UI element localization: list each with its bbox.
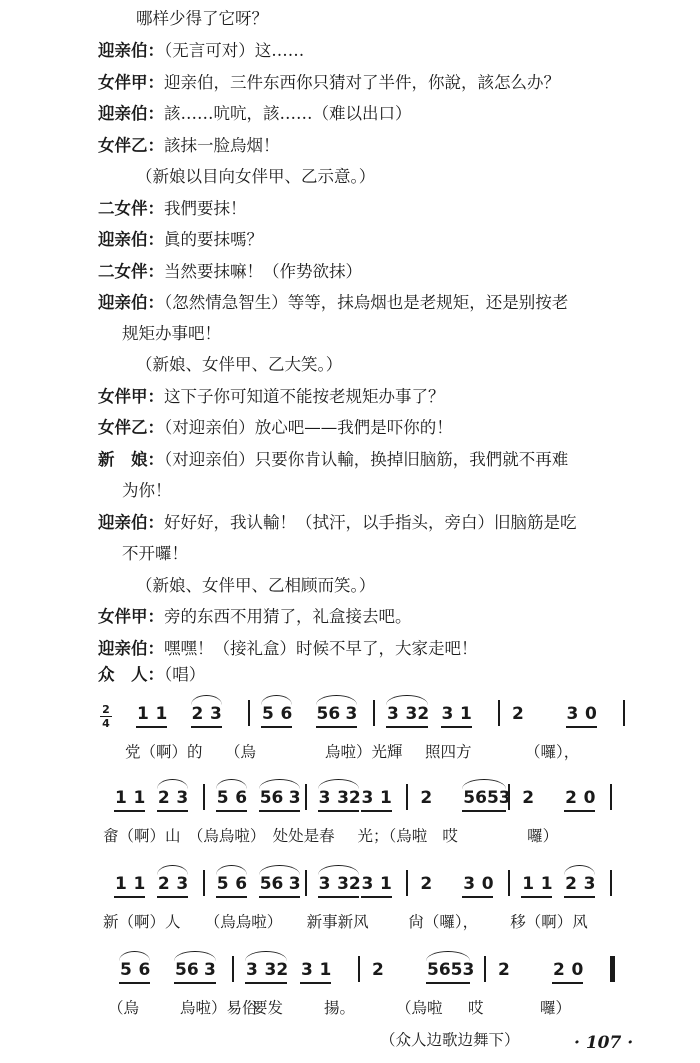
speaker-name: 迎亲伯： (98, 639, 164, 658)
note: 3 (288, 874, 301, 894)
time-signature-top: 2 (102, 703, 110, 716)
barline (305, 870, 307, 896)
lyric-segment: 囉） (540, 999, 572, 1017)
dialogue-line (98, 229, 263, 251)
barline (406, 870, 408, 896)
lyric-segment: 新事新风 (306, 913, 369, 931)
note: 3 (288, 788, 301, 808)
slur-arc (157, 865, 188, 875)
lyric-segment: 尙（囉）， (408, 913, 479, 931)
note: 2 (191, 704, 204, 724)
beam-underline (426, 982, 470, 984)
note: 1 (155, 704, 168, 724)
dialogue-line (98, 40, 304, 62)
note: 0 (571, 960, 584, 980)
slur-arc (462, 779, 506, 789)
note: 3 (176, 788, 189, 808)
dialogue-text: 該抹一脸烏烟！ (164, 136, 280, 155)
note: 32 (405, 704, 430, 724)
beam-underline (114, 896, 145, 898)
lyric-segment: （烏 (108, 999, 140, 1017)
beam-underline (157, 810, 188, 812)
lyric-segment: 哎 (442, 827, 458, 845)
lyric-segment: 畲（啊）山 (103, 827, 181, 845)
barline (508, 784, 510, 810)
note: 3 (318, 788, 331, 808)
dialogue-text: （新娘以目向女伴甲、乙示意。） (136, 167, 376, 186)
dialogue-text: 我們要抹！ (164, 199, 247, 218)
dialogue-line (136, 575, 375, 597)
slur-arc (119, 951, 150, 961)
slur-arc (216, 865, 247, 875)
lyric-segment: （烏烏啦） (187, 827, 266, 845)
speaker-name: 女伴甲： (98, 607, 164, 626)
beam-underline (216, 896, 247, 898)
lyric-segment: 照四方 (425, 743, 472, 761)
dialogue-text: 好好好，我认輸！（拭汗，以手指头，旁白）旧脑筋是吃 (164, 513, 577, 532)
note: 32 (337, 788, 361, 808)
slur-arc (191, 695, 222, 705)
barline (484, 956, 486, 982)
dialogue-text: （新娘、女伴甲、乙相顾而笑。） (136, 576, 376, 595)
dialogue-line (98, 512, 577, 534)
dialogue-line (98, 606, 412, 628)
dialogue-text: 当然要抹嘛！（作势欲抹） (164, 262, 362, 281)
note: 6 (235, 788, 248, 808)
lyric-segment: 要发 (252, 999, 284, 1017)
note: 2 (420, 788, 433, 808)
beam-underline (174, 982, 216, 984)
dialogue-line (98, 198, 247, 220)
note: 1 (133, 788, 146, 808)
dialogue-line (122, 543, 188, 565)
dialogue-text: （无言可对）这…… (164, 41, 305, 60)
barline (232, 956, 234, 982)
closing-direction: （众人边歌边舞下） (380, 1031, 520, 1049)
barline (508, 870, 510, 896)
barline (373, 700, 375, 726)
dialogue-line (122, 323, 221, 345)
note: 3 (345, 704, 358, 724)
dialogue-text: （忽然情急智生）等等，抹烏烟也是老规矩，还是别按老 (164, 293, 569, 312)
beam-underline (245, 982, 287, 984)
beam-underline (564, 810, 595, 812)
note: 1 (522, 874, 535, 894)
slur-arc (426, 951, 470, 961)
slur-arc (216, 779, 247, 789)
lyric-segment: （烏烏啦） (204, 913, 283, 931)
note: 3 (210, 704, 222, 724)
note: 0 (583, 788, 596, 808)
dialogue-line (136, 354, 342, 376)
time-signature-bottom: 4 (102, 717, 110, 730)
beam-underline (119, 982, 150, 984)
speaker-name: 迎亲伯： (98, 293, 164, 312)
note: 1 (380, 788, 392, 808)
barline (610, 784, 612, 810)
dialogue-text: 嘿嘿！（接礼盒）时候不早了，大家走吧！ (164, 639, 478, 658)
beam-underline (361, 896, 392, 898)
note: 2 (420, 874, 433, 894)
note: 3 (246, 960, 258, 980)
beam-underline (259, 896, 301, 898)
beam-underline (318, 896, 360, 898)
beam-underline (216, 810, 247, 812)
note: 2 (157, 788, 170, 808)
beam-underline (316, 726, 358, 728)
note: 3 (566, 704, 579, 724)
slur-arc (386, 695, 428, 705)
note: 6 (280, 704, 293, 724)
lyric-segment: 烏啦）易俗 (180, 999, 258, 1017)
song-heading-speaker: 众 人： (98, 665, 164, 684)
dialogue-text: 哪样少得了它呀？ (136, 9, 268, 28)
beam-underline (157, 896, 188, 898)
barline (610, 870, 612, 896)
note: 1 (115, 788, 127, 808)
dialogue-text: 該……吭吭，該……（难以出口） (164, 104, 412, 123)
note: 3 (441, 704, 454, 724)
lyric-segment: 烏啦）光輝 (325, 743, 403, 761)
speaker-name: 迎亲伯： (98, 104, 164, 123)
dialogue-line (98, 417, 453, 439)
note: 1 (540, 874, 553, 894)
speaker-name: 迎亲伯： (98, 230, 164, 249)
beam-underline (191, 726, 222, 728)
barline (203, 870, 205, 896)
note: 32 (264, 960, 289, 980)
lyric-segment: 处处是春 (272, 827, 335, 845)
note: 6 (235, 874, 248, 894)
dialogue-line (136, 8, 268, 30)
dialogue-line (122, 480, 172, 502)
note: 56 (175, 960, 199, 980)
slur-arc (259, 779, 301, 789)
speaker-name: 迎亲伯： (98, 41, 164, 60)
note: 1 (137, 704, 149, 724)
note: 2 (512, 704, 524, 724)
note: 0 (481, 874, 494, 894)
speaker-name: 新 娘： (98, 450, 164, 469)
lyric-segment: 囉） (527, 827, 559, 845)
note: 5 (262, 704, 274, 724)
dialogue-line (98, 135, 280, 157)
slur-arc (174, 951, 216, 961)
slur-arc (261, 695, 292, 705)
note: 1 (460, 704, 472, 724)
slur-arc (259, 865, 301, 875)
speaker-name: 迎亲伯： (98, 513, 164, 532)
beam-underline (552, 982, 583, 984)
note: 2 (372, 960, 384, 980)
note: 5 (216, 874, 229, 894)
slur-arc (564, 865, 595, 875)
note: 56 (316, 704, 341, 724)
dialogue-line (98, 449, 568, 471)
beam-underline (114, 810, 145, 812)
final-barline (610, 956, 615, 982)
beam-underline (300, 982, 331, 984)
lyric-segment: 新（啊）人 (103, 913, 181, 931)
dialogue-line (98, 638, 478, 660)
slur-arc (157, 779, 188, 789)
lyric-segment: 移（啊）风 (510, 913, 588, 931)
dialogue-line (98, 386, 445, 408)
speaker-name: 女伴乙： (98, 418, 164, 437)
barline (406, 784, 408, 810)
dialogue-text: 迎亲伯，三件东西你只猜对了半件，你說，該怎么办？ (164, 73, 560, 92)
lyric-segment: （囉）， (525, 743, 580, 761)
dialogue-text: （新娘、女伴甲、乙大笑。） (136, 355, 343, 374)
note: 32 (337, 874, 361, 894)
note: 3 (463, 874, 476, 894)
lyric-segment: （烏啦 (396, 999, 443, 1017)
note: 56 (259, 874, 284, 894)
lyric-segment: 光；（烏啦 (357, 827, 428, 845)
note: 3 (176, 874, 189, 894)
beam-underline (564, 896, 595, 898)
barline (623, 700, 625, 726)
note: 3 (361, 874, 374, 894)
slur-arc (318, 779, 360, 789)
note: 1 (133, 874, 146, 894)
note: 2 (522, 788, 535, 808)
note: 3 (387, 704, 399, 724)
speaker-name: 女伴甲： (98, 73, 164, 92)
beam-underline (361, 810, 392, 812)
song-heading-text: （唱） (164, 665, 206, 684)
note: 5653 (427, 960, 475, 980)
slur-arc (245, 951, 287, 961)
note: 5 (216, 788, 229, 808)
speaker-name: 女伴甲： (98, 387, 164, 406)
beam-underline (261, 726, 292, 728)
beam-underline (441, 726, 472, 728)
note: 5653 (463, 788, 511, 808)
dialogue-text: 眞的要抹嗎？ (164, 230, 263, 249)
note: 1 (380, 874, 392, 894)
speaker-name: 二女伴： (98, 199, 164, 218)
note: 3 (318, 874, 331, 894)
beam-underline (566, 726, 597, 728)
note: 56 (259, 788, 284, 808)
note: 1 (319, 960, 332, 980)
dialogue-text: 这下子你可知道不能按老规矩办事了？ (164, 387, 445, 406)
barline (203, 784, 205, 810)
dialogue-line (98, 103, 412, 125)
dialogue-text: （对迎亲伯）放心吧——我們是吓你的！ (164, 418, 453, 437)
note: 5 (120, 960, 132, 980)
speaker-name: 二女伴： (98, 262, 164, 281)
note: 0 (585, 704, 597, 724)
note: 2 (498, 960, 510, 980)
dialogue-line (98, 72, 560, 94)
note: 2 (553, 960, 565, 980)
note: 3 (204, 960, 216, 980)
dialogue-text: （对迎亲伯）只要你肯认輸，换掉旧脑筋，我們就不再难 (164, 450, 569, 469)
speaker-name: 女伴乙： (98, 136, 164, 155)
dialogue-line (98, 292, 568, 314)
dialogue-line (98, 261, 362, 283)
song-heading (98, 664, 205, 686)
beam-underline (462, 810, 506, 812)
beam-underline (259, 810, 301, 812)
slur-arc (316, 695, 358, 705)
note: 6 (138, 960, 151, 980)
note: 2 (565, 874, 577, 894)
lyric-segment: 揚。 (324, 999, 356, 1017)
note: 2 (157, 874, 170, 894)
lyric-segment: （烏 (225, 743, 257, 761)
barline (248, 700, 250, 726)
dialogue-line (136, 166, 375, 188)
note: 1 (115, 874, 127, 894)
barline (358, 956, 360, 982)
beam-underline (136, 726, 167, 728)
barline (498, 700, 500, 726)
beam-underline (318, 810, 360, 812)
lyric-segment: 哎 (468, 999, 484, 1017)
beam-underline (386, 726, 428, 728)
barline (305, 784, 307, 810)
note: 3 (583, 874, 596, 894)
dialogue-text: 旁的东西不用猜了，礼盒接去吧。 (164, 607, 412, 626)
lyric-segment: 党（啊）的 (125, 743, 203, 761)
page-number: · 107 · (574, 1033, 634, 1053)
note: 3 (361, 788, 374, 808)
beam-underline (462, 896, 493, 898)
dialogue-text: 不开囉！ (122, 544, 188, 563)
dialogue-text: 为你！ (122, 481, 172, 500)
slur-arc (318, 865, 360, 875)
note: 3 (301, 960, 313, 980)
dialogue-text: 规矩办事吧！ (122, 324, 221, 343)
note: 2 (565, 788, 577, 808)
beam-underline (521, 896, 552, 898)
